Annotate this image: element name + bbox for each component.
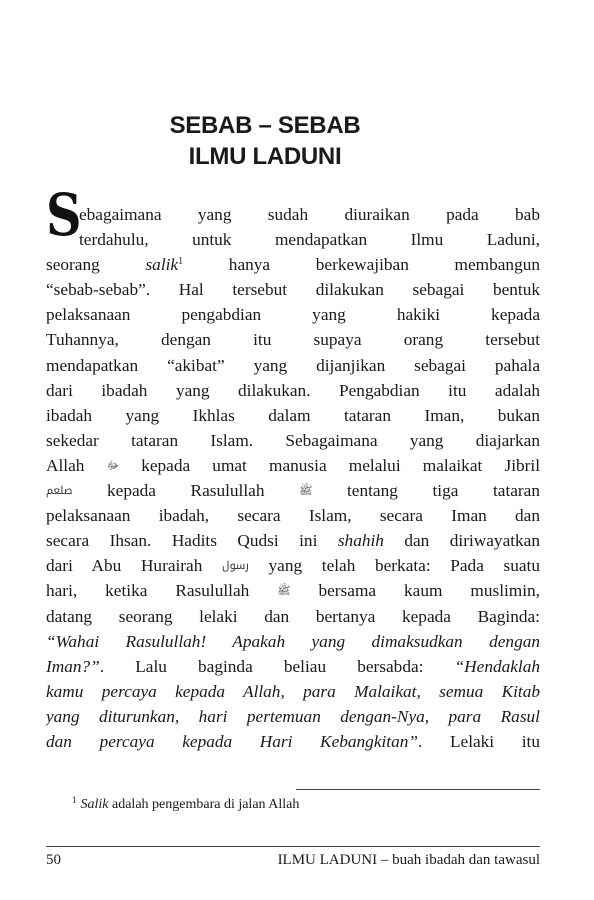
footnote-reference: 1 [178,256,184,268]
body-line: yang diturunkan, hari pertemuan dengan-Nya, para Rasul [46,706,540,726]
chapter-title-line1: SEBAB – SEBAB [169,112,361,139]
footnote [72,796,542,814]
body-line: dari ibadah yang dilakukan. Pengabdian itu adalah [46,380,540,400]
body-line: hari, ketika Rasulullah ﷺ bersama kaum muslimin, [46,578,540,603]
body-line: pelaksanaan ibadah, secara Islam, secara Iman dan [46,506,540,526]
body-line: mendapatkan “akibat” yang dijanjikan sebagai pahala [46,355,540,375]
body-line: ﷵ kepada Rasulullah ﷺ tentang tiga tataran [46,478,540,503]
footnote-text: adalah pengembara di jalan Allah [108,797,300,812]
body-paragraph [46,181,540,754]
body-line: terdahulu, untuk mendapatkan Ilmu Laduni, [79,230,540,250]
footnote-divider [296,789,540,790]
body-line: Tuhannya, dengan itu supaya orang tersebut [46,330,540,350]
body-line: datang seorang lelaki dan bertanya kepada Baginda: [46,606,540,626]
page-number: 50 [46,852,61,868]
body-line: kamu percaya kepada Allah, para Malaikat, semua Kitab [46,681,540,701]
honorific-glyph: ﷶ [222,560,249,573]
body-line: dan percaya kepada Hari Kebangkitan”. Lelaki itu [46,731,540,751]
honorific-glyph: ﷵ [46,485,73,498]
honorific-glyph: ﷻ [106,459,120,472]
running-title: ILMU LADUNI – buah ibadah dan tawasul [277,852,540,868]
drop-cap: S [46,181,82,249]
chapter-title [120,110,410,172]
body-line: Allah ﷻ kepada umat manusia melalui malaikat Jibril [46,453,540,478]
chapter-title-line2: ILMU LADUNI [188,143,342,170]
body-line: secara Ihsan. Hadits Qudsi ini shahih dan diriwayatkan [46,531,540,551]
term-shahih: shahih [337,531,384,551]
body-line: “Wahai Rasulullah! Apakah yang dimaksudkan dengan [46,631,540,651]
body-line: pelaksanaan pengabdian yang hakiki kepada [46,305,540,325]
body-line: seorang salik$^1$ hanya berkewajiban membangun [46,255,540,275]
body-line: “sebab-sebab”. Hal tersebut dilakukan sebagai bentuk [46,280,540,300]
footer-divider [46,846,540,847]
body-line: sekedar tataran Islam. Sebagaimana yang diajarkan [46,430,540,450]
honorific-glyph: ﷺ [299,485,313,498]
body-line: dari Abu Hurairah ﷶ yang telah berkata: Pada suatu [46,553,540,578]
honorific-glyph: ﷺ [277,585,291,598]
body-line: ebagaimana yang sudah diuraikan pada bab [79,205,540,224]
body-line: Iman?”. Lalu baginda beliau bersabda: “Hendaklah [46,656,540,676]
body-line: ibadah yang Ikhlas dalam tataran Iman, bukan [46,405,540,425]
footnote-number: 1 [72,795,77,805]
term-salik: salik [145,255,179,275]
footnote-term: Salik [80,797,109,812]
